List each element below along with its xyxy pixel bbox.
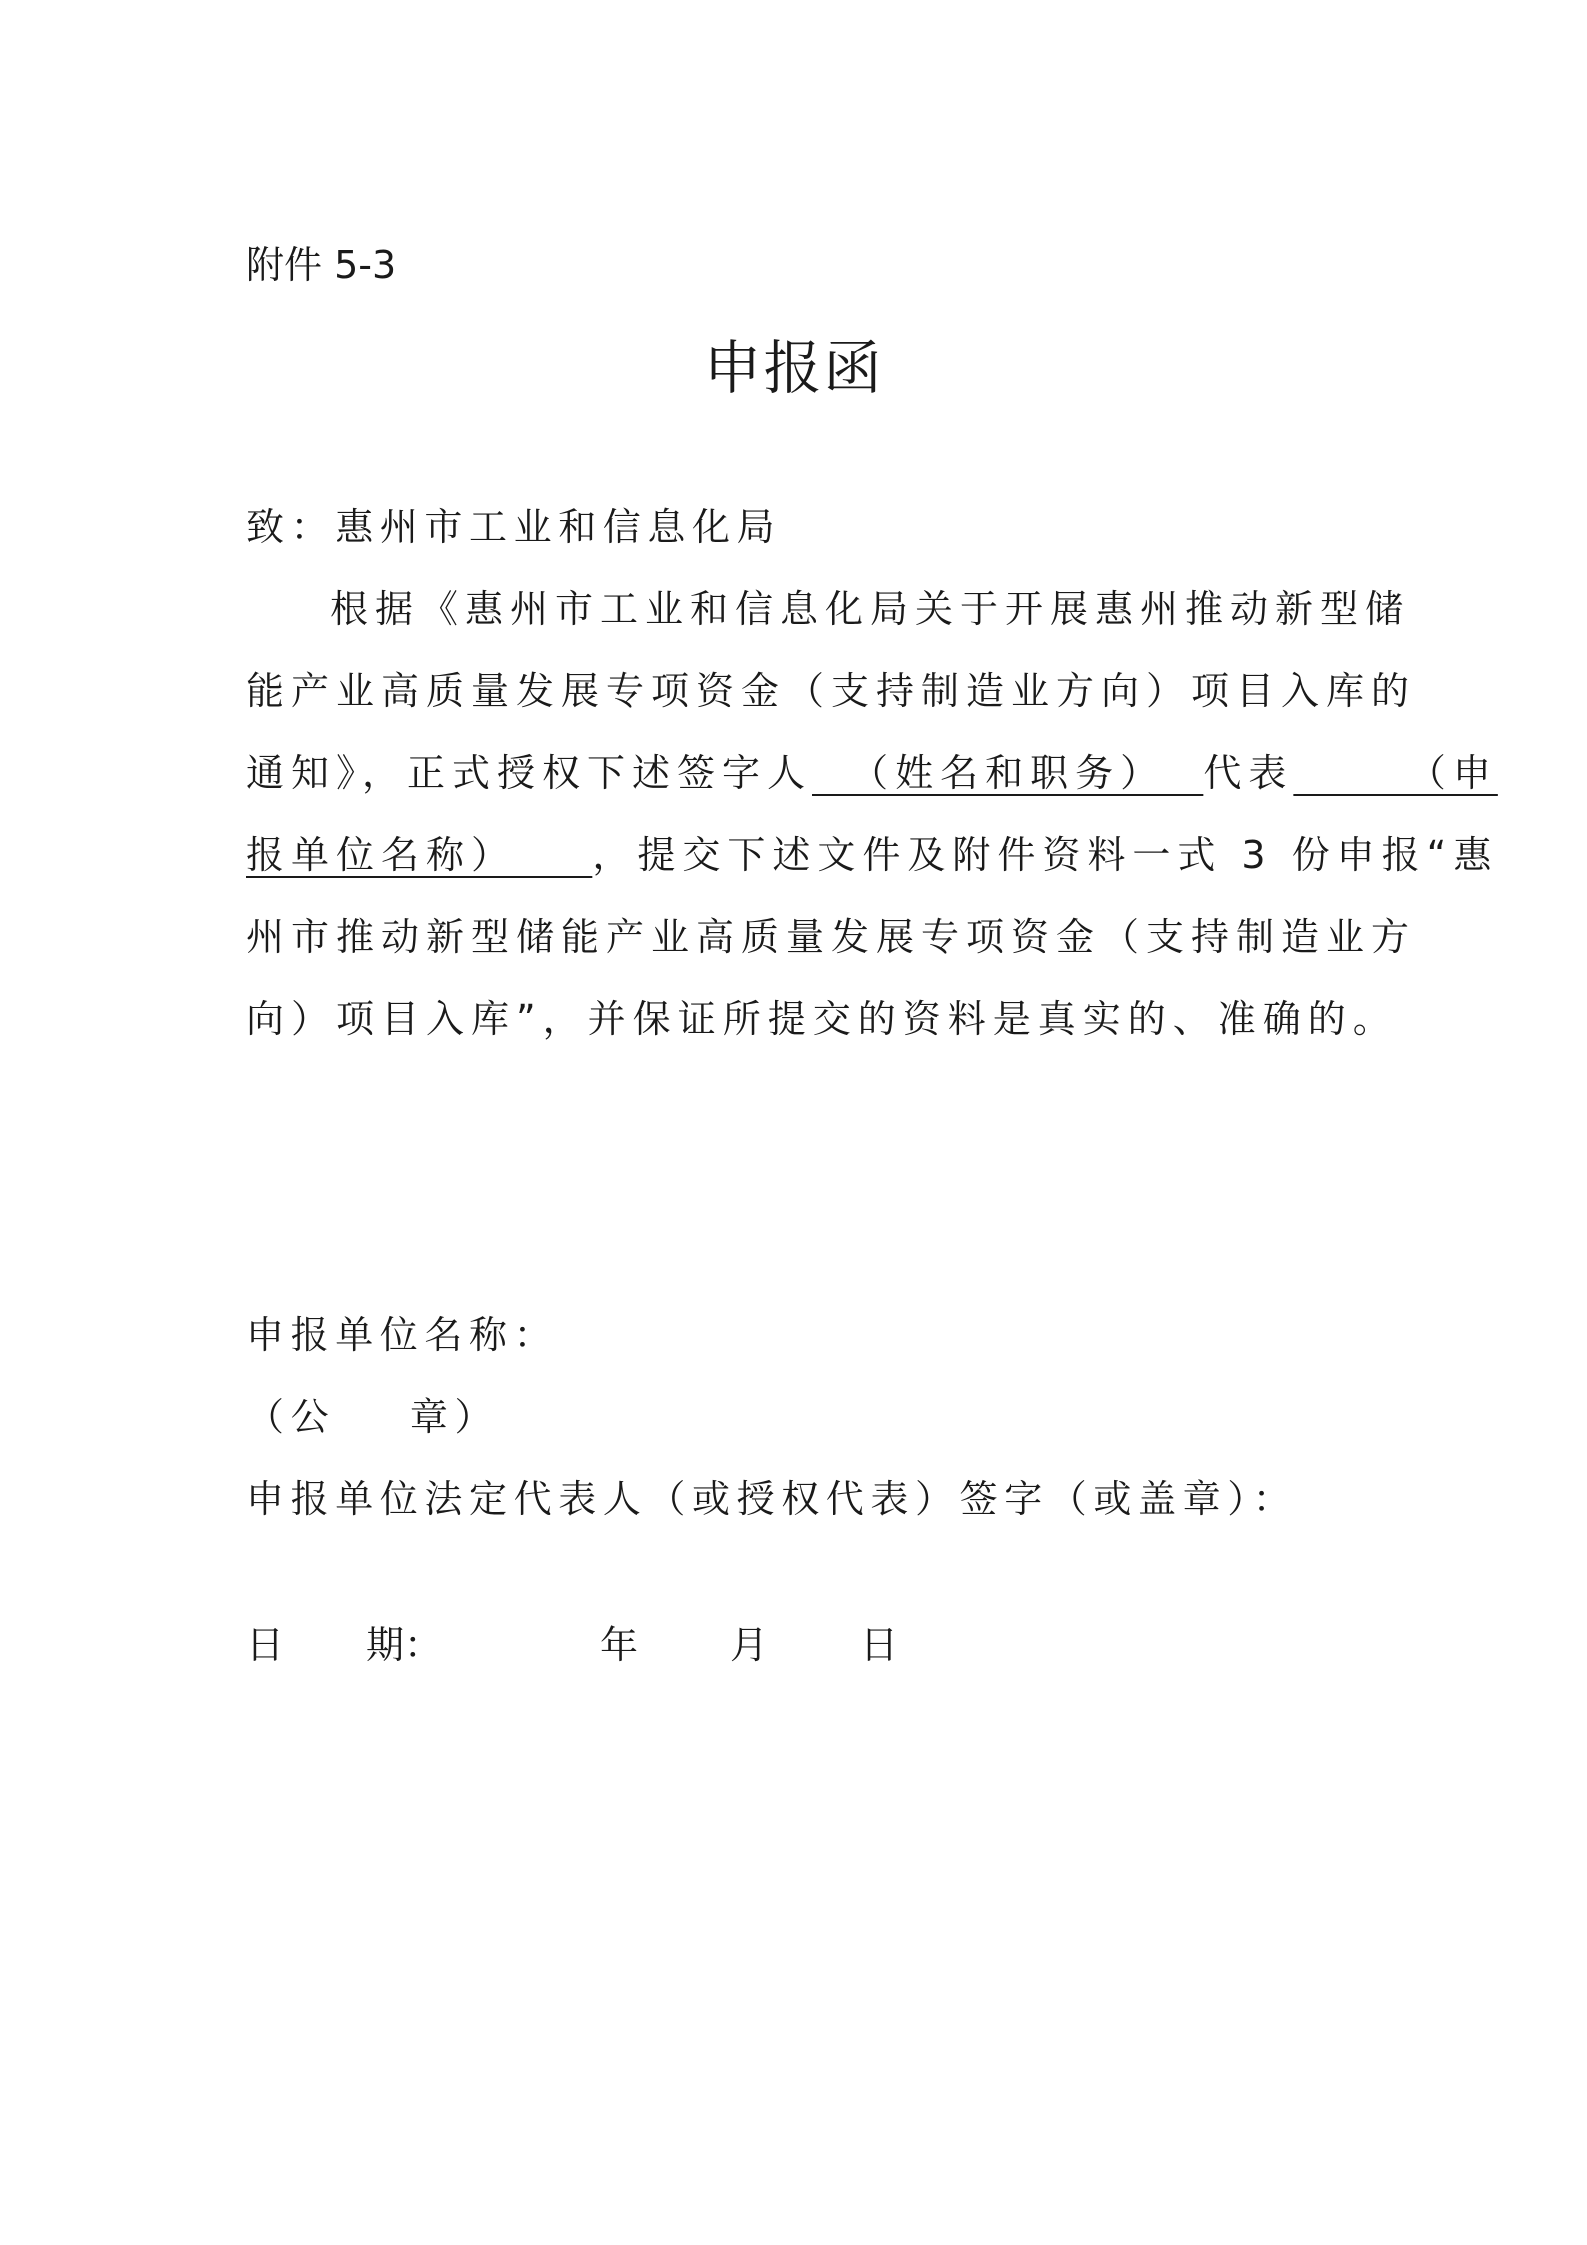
legal-representative-label: 申报单位法定代表人（或授权代表）签字（或盖章）： <box>246 1477 1298 1521</box>
date-label-char-1: 日 <box>246 1623 285 1667</box>
year-label: 年 <box>600 1623 639 1667</box>
body-line-4-rest: ，提交下述文件及附件资料一式 3 份申报“惠 <box>592 833 1499 877</box>
unit-name-label: 申报单位名称： <box>246 1313 559 1357</box>
day-label: 日 <box>860 1623 899 1667</box>
unit-name-blank-end: 报单位名称） <box>246 833 593 877</box>
body-line-3-mid: 代表 <box>1203 751 1294 795</box>
body-line-3-prefix: 通知》，正式授权下述签字人 <box>246 751 813 795</box>
document-title: 申报函 <box>703 334 884 402</box>
unit-name-blank-start: （申 <box>1293 751 1498 795</box>
date-row <box>246 1620 898 1670</box>
seal-label: （公 章） <box>246 1395 500 1439</box>
body-line-1: 根据《惠州市工业和信息化局关于开展惠州推动新型储 <box>330 587 1411 631</box>
signer-blank: （姓名和职务） <box>812 751 1204 795</box>
body-line-2: 能产业高质量发展专项资金（支持制造业方向）项目入库的 <box>246 669 1417 713</box>
body-line-3 <box>246 748 1498 798</box>
body-line-5: 州市推动新型储能产业高质量发展专项资金（支持制造业方 <box>246 915 1417 959</box>
date-label-char-2: 期： <box>366 1623 443 1667</box>
month-label: 月 <box>730 1623 769 1667</box>
body-line-6: 向）项目入库”，并保证所提交的资料是真实的、准确的。 <box>246 997 1398 1041</box>
addressee-line: 致：惠州市工业和信息化局 <box>246 505 782 549</box>
attachment-label: 附件 5-3 <box>246 243 397 287</box>
body-line-4 <box>246 830 1499 880</box>
